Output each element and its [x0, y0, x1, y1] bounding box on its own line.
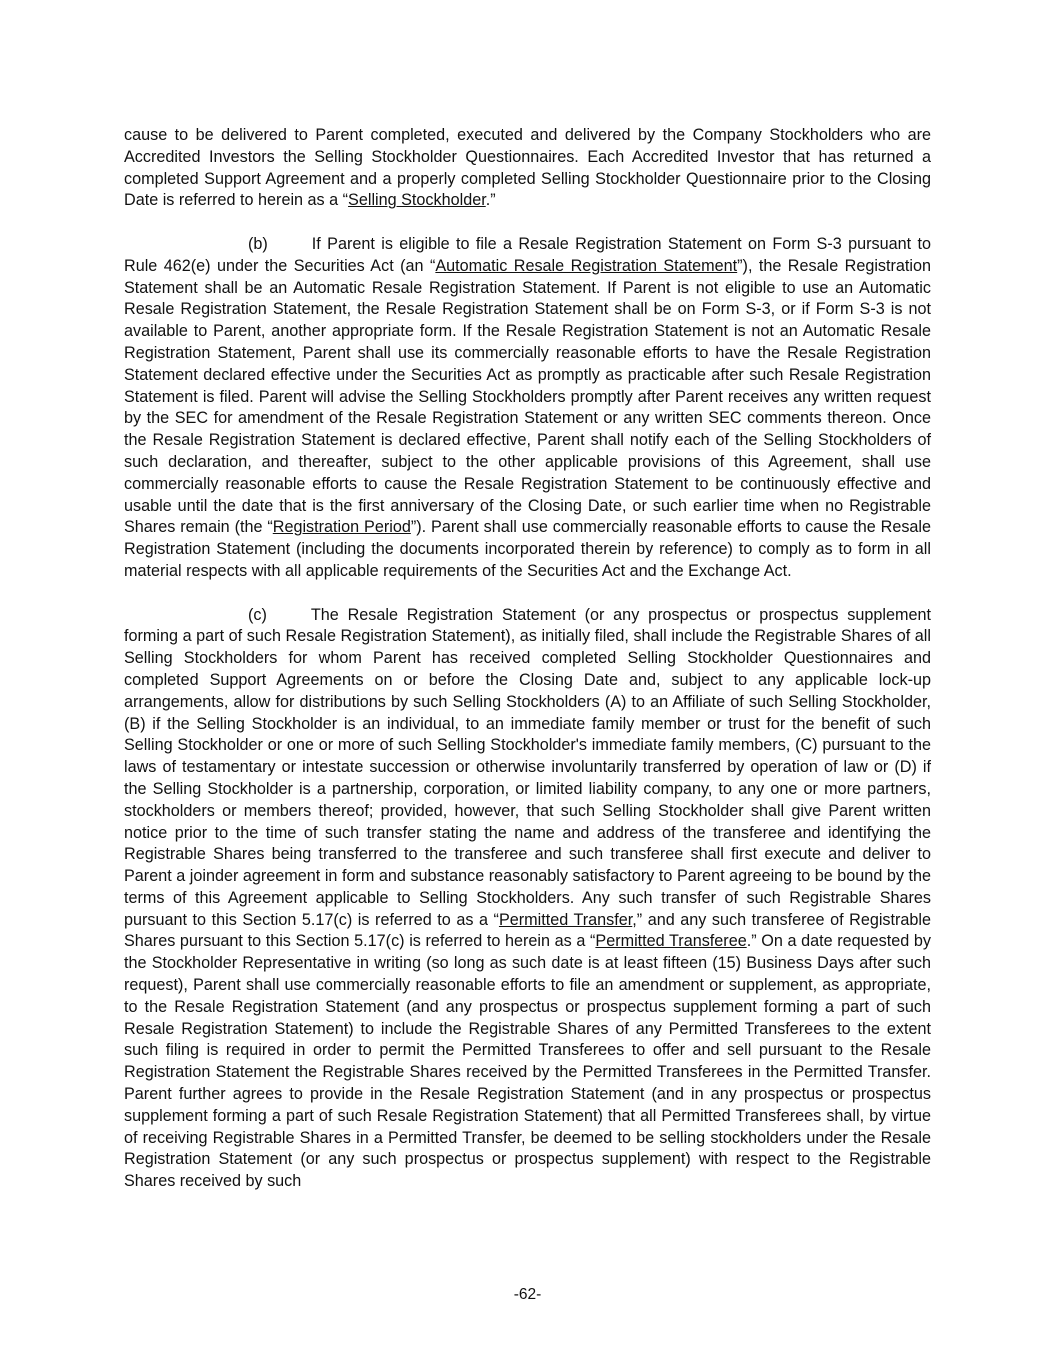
paragraph-text: .” On a date requested by the Stockholder Representative in writing (so long as such date is at least fifteen (15) Business Days after such request), Parent shall use commercially reasonable efforts to file an amendment or supplement, as appropriate, to the Resale Registration Statement (and any prospectus or prospectus supplement forming a part of such Resale Registration Statement) to include the Registrable Shares of any Permitted Transferees to the extent such filing is required in order to permit the Permitted Transferees to offer and sell pursuant to the Resale Registration Statement the Registrable Shares received by the Permitted Transferees in the Permitted Transfer. Parent further agrees to provide in the Resale Registration Statement (and in any prospectus or prospectus supplement forming a part of such Resale Registration Statement) that all Permitted Transferees shall, by virtue of receiving Registrable Shares in a Permitted Transfer, be deemed to be selling stockholders under the Resale Registration Statement (or any such prospectus or prospectus supplement) with respect to the Registrable Shares received by such: [124, 932, 931, 1191]
paragraph-c: [124, 605, 931, 1194]
paragraph-text: cause to be delivered to Parent completed, executed and delivered by the Company Stockholders who are Accredited Investors the Selling Stockholder Questionnaires. Each Accredited Investor that has returned a completed Support Agreement and a properly completed Selling Stockholder Questionnaire prior to the Closing Date is referred to herein as a “: [124, 126, 931, 210]
paragraph-label: (b): [248, 234, 268, 253]
paragraph-intro: [124, 125, 931, 212]
defined-term-permitted-transfer: Permitted Transfer: [498, 910, 633, 929]
document-page: [124, 125, 931, 1215]
paragraph-text: The Resale Registration Statement (or any prospectus or prospectus supplement forming a part of such Resale Registration Statement), as initially filed, shall include the Registrable Shares of all Selling Stockholders for whom Parent has received completed Selling Stockholder Questionnaires and completed Support Agreements on or before the Closing Date and, subject to any applicable lock-up arrangements, allow for distributions by such Selling Stockholders (A) to an Affiliate of such Selling Stockholder, (B) if the Selling Stockholder is an individual, to an immediate family member or trust for the benefit of such Selling Stockholder or one or more of such Selling Stockholder's immediate family members, (C) pursuant to the laws of testamentary or intestate succession or otherwise involuntarily transferred by operation of law or (D) if the Selling Stockholder is a partnership, corporation, or limited liability company, to any one or more partners, stockholders or members thereof; provided, however, that such Selling Stockholder shall give Parent written notice prior to the time of such transfer stating the name and address of the transferee and identifying the Registrable Shares being transferred to the transferee and such transferee shall first execute and deliver to Parent a joinder agreement in form and substance reasonably satisfactory to Parent agreeing to be bound by the terms of this Agreement applicable to Selling Stockholders. Any such transfer of such Registrable Shares pursuant to this Section 5.17(c) is referred to as a “: [124, 605, 931, 929]
paragraph-text: ,” and any such transferee of Registrable Shares pursuant to this Section 5.17(c) is referred to herein as a “: [124, 910, 932, 951]
paragraph-text: ”), the Resale Registration Statement shall be an Automatic Resale Registration Statement. If Parent is not eligible to use an Automatic Resale Registration Statement, the Resale Registration Statement shall be on Form S-3, or if Form S-3 is not available to Parent, another appropriate form. If the Resale Registration Statement is not an Automatic Resale Registration Statement, Parent shall use its commercially reasonable efforts to have the Resale Registration Statement declared effective under the Securities Act as promptly as practicable after such Resale Registration Statement is filed. Parent will advise the Selling Stockholders promptly after Parent receives any written request by the SEC for amendment of the Resale Registration Statement or any written SEC comments thereon. Once the Resale Registration Statement is declared effective, Parent shall notify each of the Selling Stockholders of such declaration, and thereafter, subject to the other applicable provisions of this Agreement, shall use commercially reasonable efforts to cause the Resale Registration Statement to be continuously effective and usable until the date that is the first anniversary of the Closing Date, or such earlier time when no Registrable Shares remain (the “: [124, 256, 932, 537]
defined-term-permitted-transferee: Permitted Transferee: [595, 932, 747, 951]
defined-term-automatic-resale-registration-statement: Automatic Resale Registration Statement: [435, 256, 738, 275]
paragraph-b: [124, 234, 931, 583]
paragraph-label: (c): [248, 605, 267, 624]
page-number: -62-: [513, 1286, 542, 1303]
paragraph-text: ”). Parent shall use commercially reasonable efforts to cause the Resale Registration Statement (including the documents incorporated therein by reference) to comply as to form in all material respects with all applicable requirements of the Securities Act and the Exchange Act.: [124, 518, 932, 580]
defined-term-registration-period: Registration Period: [272, 518, 411, 537]
paragraph-text: If Parent is eligible to file a Resale Registration Statement on Form S-3 pursuant to Rule 462(e) under the Securities Act (an “: [124, 234, 931, 275]
defined-term-selling-stockholder: Selling Stockholder: [348, 191, 486, 210]
paragraph-text: .”: [485, 191, 496, 210]
